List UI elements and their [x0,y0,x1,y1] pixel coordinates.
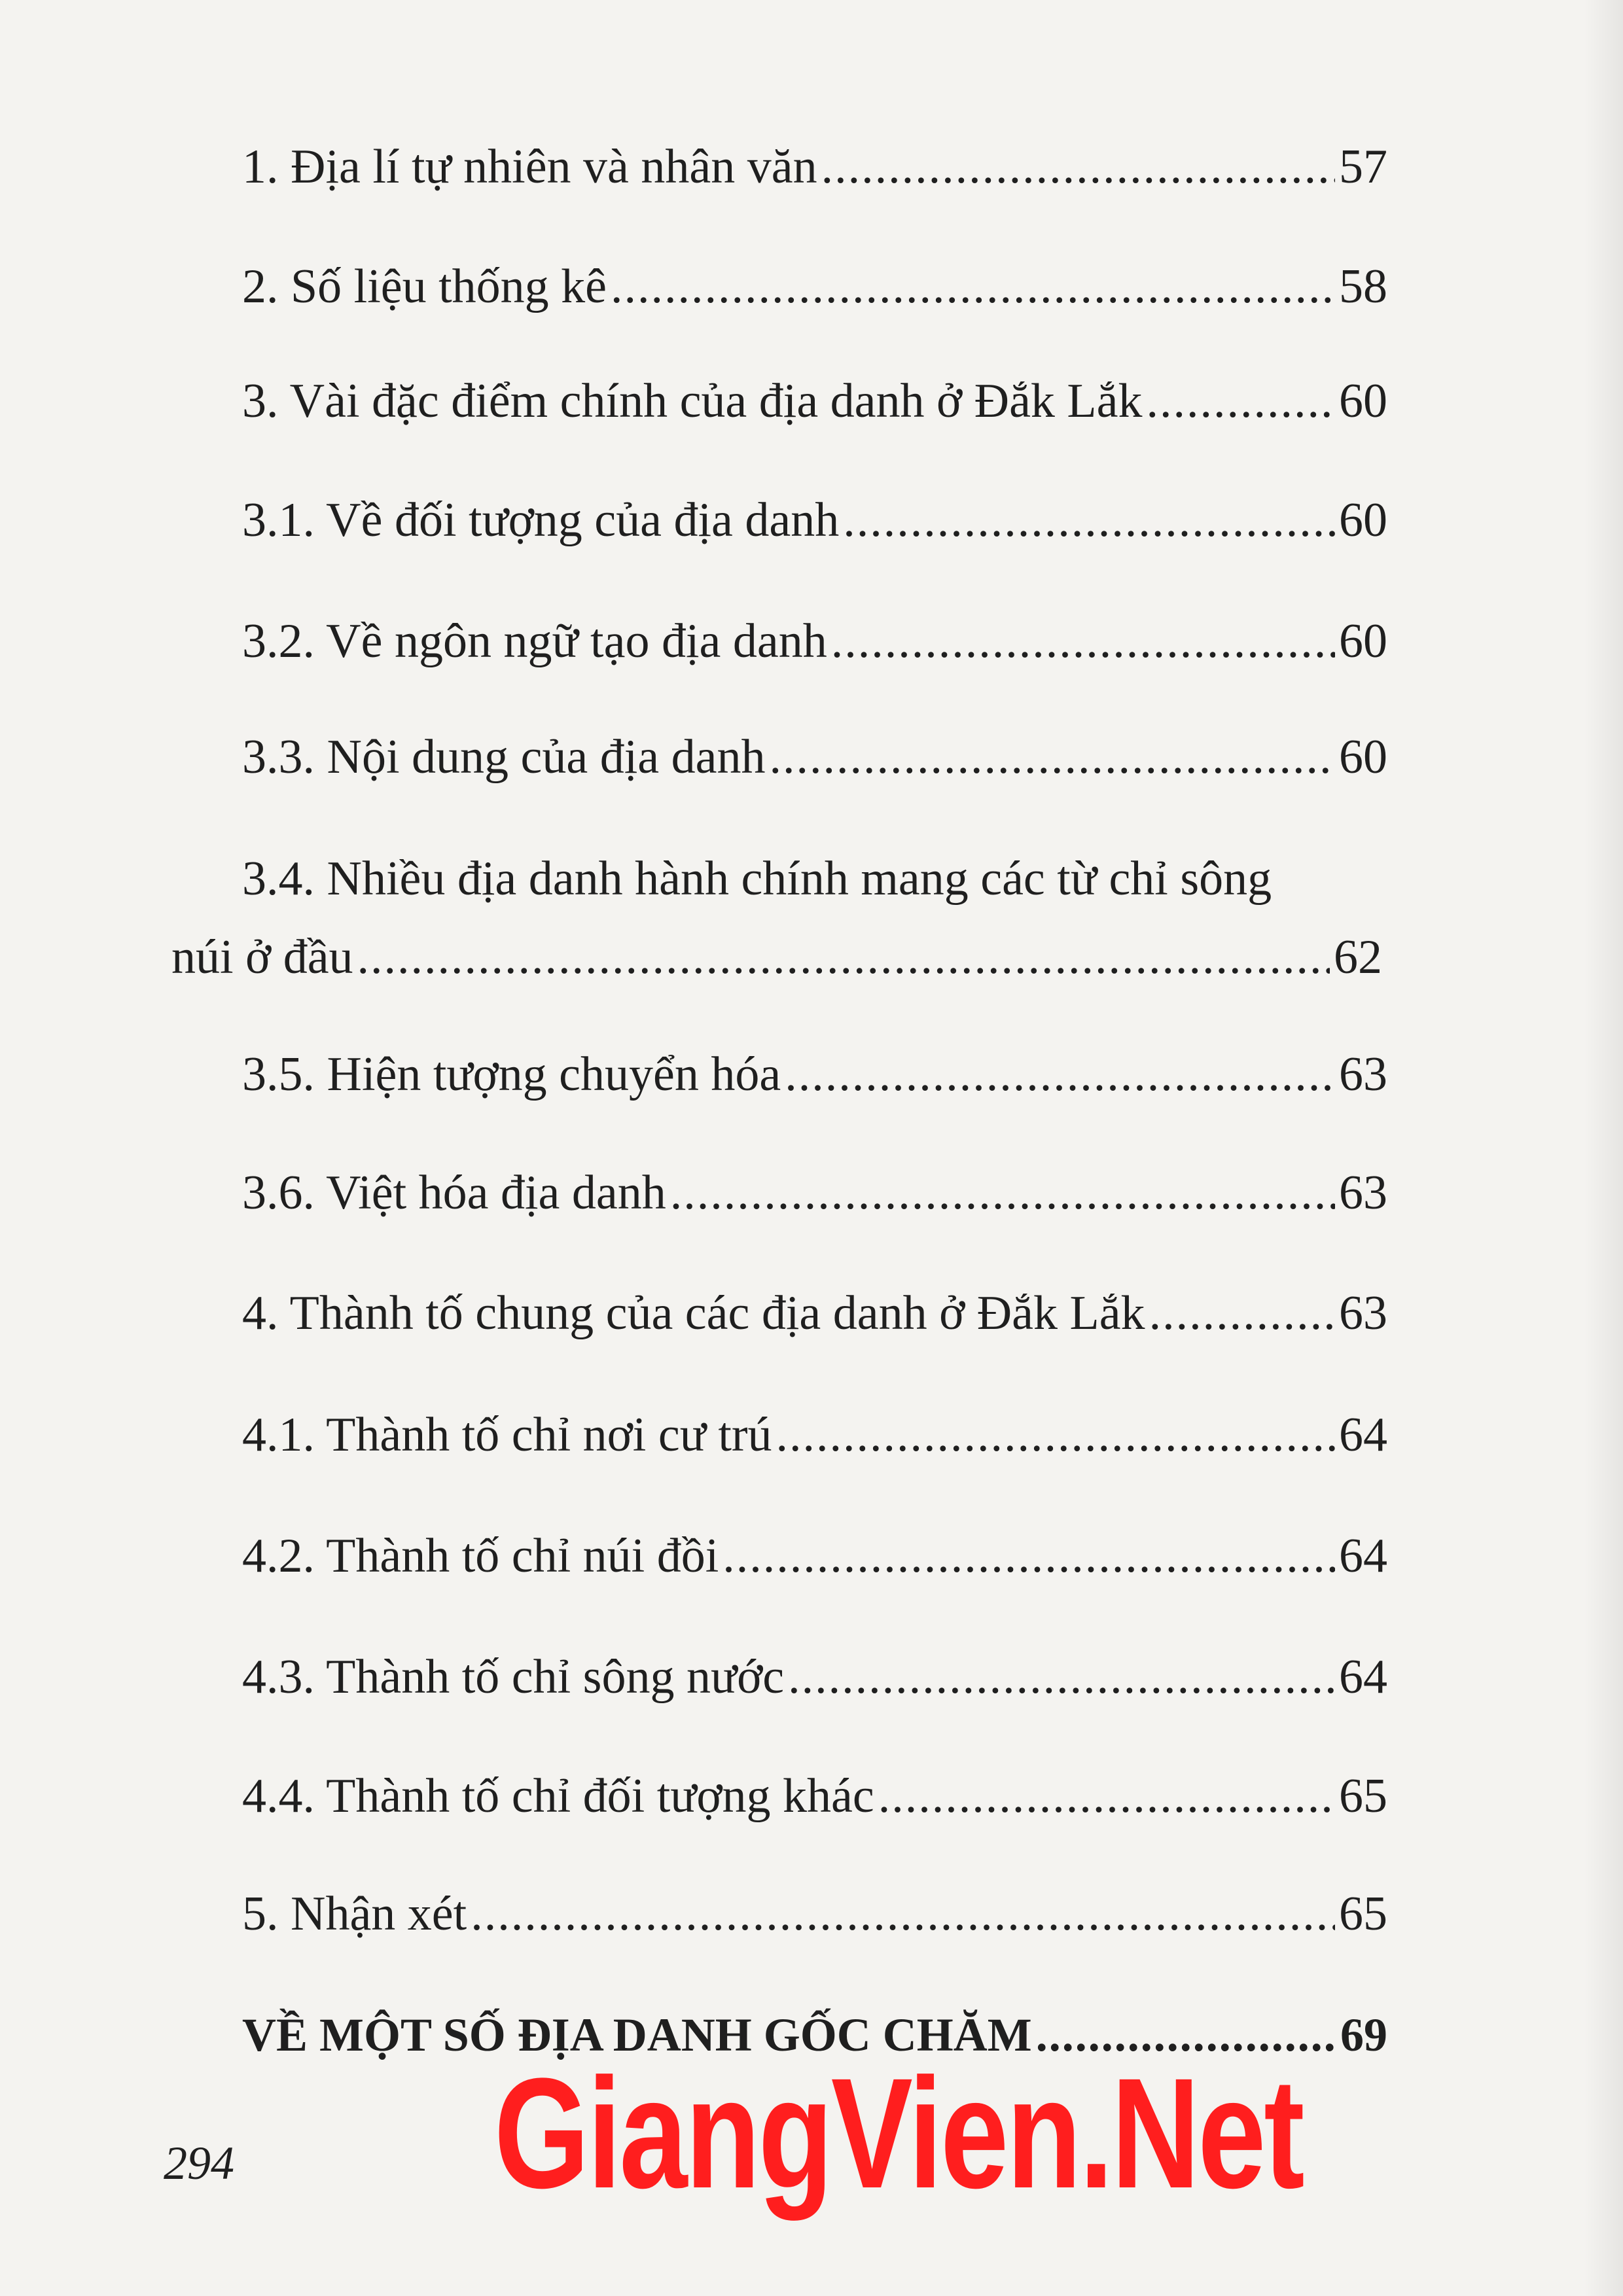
toc-entry-title: 1. Địa lí tự nhiên và nhân văn [242,140,817,194]
toc-entry [242,1163,1387,1222]
dot-leader [821,137,1335,196]
toc-entry-page: 64 [1339,1408,1387,1462]
toc-entry-title: 5. Nhận xét [242,1887,467,1941]
page-number: 294 [164,2137,234,2189]
dot-leader [722,1527,1335,1585]
toc-entry-page: 63 [1339,1048,1387,1101]
toc-entry-title: 3.2. Về ngôn ngữ tạo địa danh [242,614,827,668]
toc-entry-title: 2. Số liệu thống kê [242,260,607,313]
toc-entry-page: 62 [1334,930,1382,984]
scan-edge-shadow [1584,0,1623,2296]
toc-entry-page: 63 [1339,1286,1387,1340]
toc-entry [242,491,1387,550]
dot-leader [471,1884,1335,1943]
dot-leader [785,1045,1335,1104]
toc-entry [242,1405,1387,1464]
dot-leader [611,257,1335,316]
toc-entry [242,1045,1387,1104]
dot-leader [878,1767,1335,1826]
toc-entry-title: 3. Vài đặc điểm chính của địa danh ở Đắk Lắk [242,374,1143,428]
toc-entry [242,372,1387,431]
toc-entry [242,1284,1387,1343]
dot-leader [1146,372,1335,431]
toc-entry [242,257,1387,316]
toc-entry [171,928,1382,987]
dot-leader [788,1648,1335,1706]
toc-entry-title: 3.1. Về đối tượng của địa danh [242,493,840,547]
toc-entry-title: 4.3. Thành tố chỉ sông nước [242,1650,785,1704]
dot-leader [1149,1284,1335,1343]
toc-entry [242,728,1387,786]
toc-entry-page: 60 [1339,730,1387,784]
toc-entry-page: 64 [1339,1650,1387,1704]
toc-entry [242,612,1387,671]
dot-leader [769,728,1335,786]
toc-entry-title: 3.6. Việt hóa địa danh [242,1166,666,1220]
toc-entry-title: 3.5. Hiện tượng chuyển hóa [242,1048,781,1101]
toc-entry-page: 60 [1339,493,1387,547]
toc-entry-page: 64 [1339,1529,1387,1583]
dot-leader [670,1163,1335,1222]
watermark-logo: GiangVien.Net [494,2045,1303,2221]
toc-entry [242,1648,1387,1706]
dot-leader [776,1405,1335,1464]
toc-entry-title: 4. Thành tố chung của các địa danh ở Đắk Lắk [242,1286,1145,1340]
toc-entry-page: 65 [1339,1887,1387,1941]
toc-entry-title-line1: 3.4. Nhiều địa danh hành chính mang các từ chỉ sông [242,852,1272,906]
toc-entry-page: 58 [1339,260,1387,313]
toc-entry-title: VỀ MỘT SỐ ĐỊA DANH GỐC CHĂM [242,2009,1032,2061]
dot-leader [831,612,1335,671]
toc-entry [242,1527,1387,1585]
toc-entry-page: 63 [1339,1166,1387,1220]
toc-entry-title: 4.1. Thành tố chỉ nơi cư trú [242,1408,772,1462]
toc-entry-page: 60 [1339,374,1387,428]
toc-entry-page: 65 [1339,1769,1387,1823]
dot-leader [843,491,1335,550]
toc-entry-title: 3.3. Nội dung của địa danh [242,730,766,784]
toc-entry-title: 4.2. Thành tố chỉ núi đồi [242,1529,719,1583]
toc-entry-page: 60 [1339,614,1387,668]
toc-entry-title: 4.4. Thành tố chỉ đối tượng khác [242,1769,874,1823]
dot-leader [357,928,1330,987]
toc-entry-page: 57 [1339,140,1387,194]
toc-entry-page: 69 [1340,2009,1387,2061]
toc-entry [242,1884,1387,1943]
toc-entry [242,1767,1387,1826]
toc-entry-title-line2: núi ở đầu [171,930,353,984]
toc-entry [242,137,1387,196]
